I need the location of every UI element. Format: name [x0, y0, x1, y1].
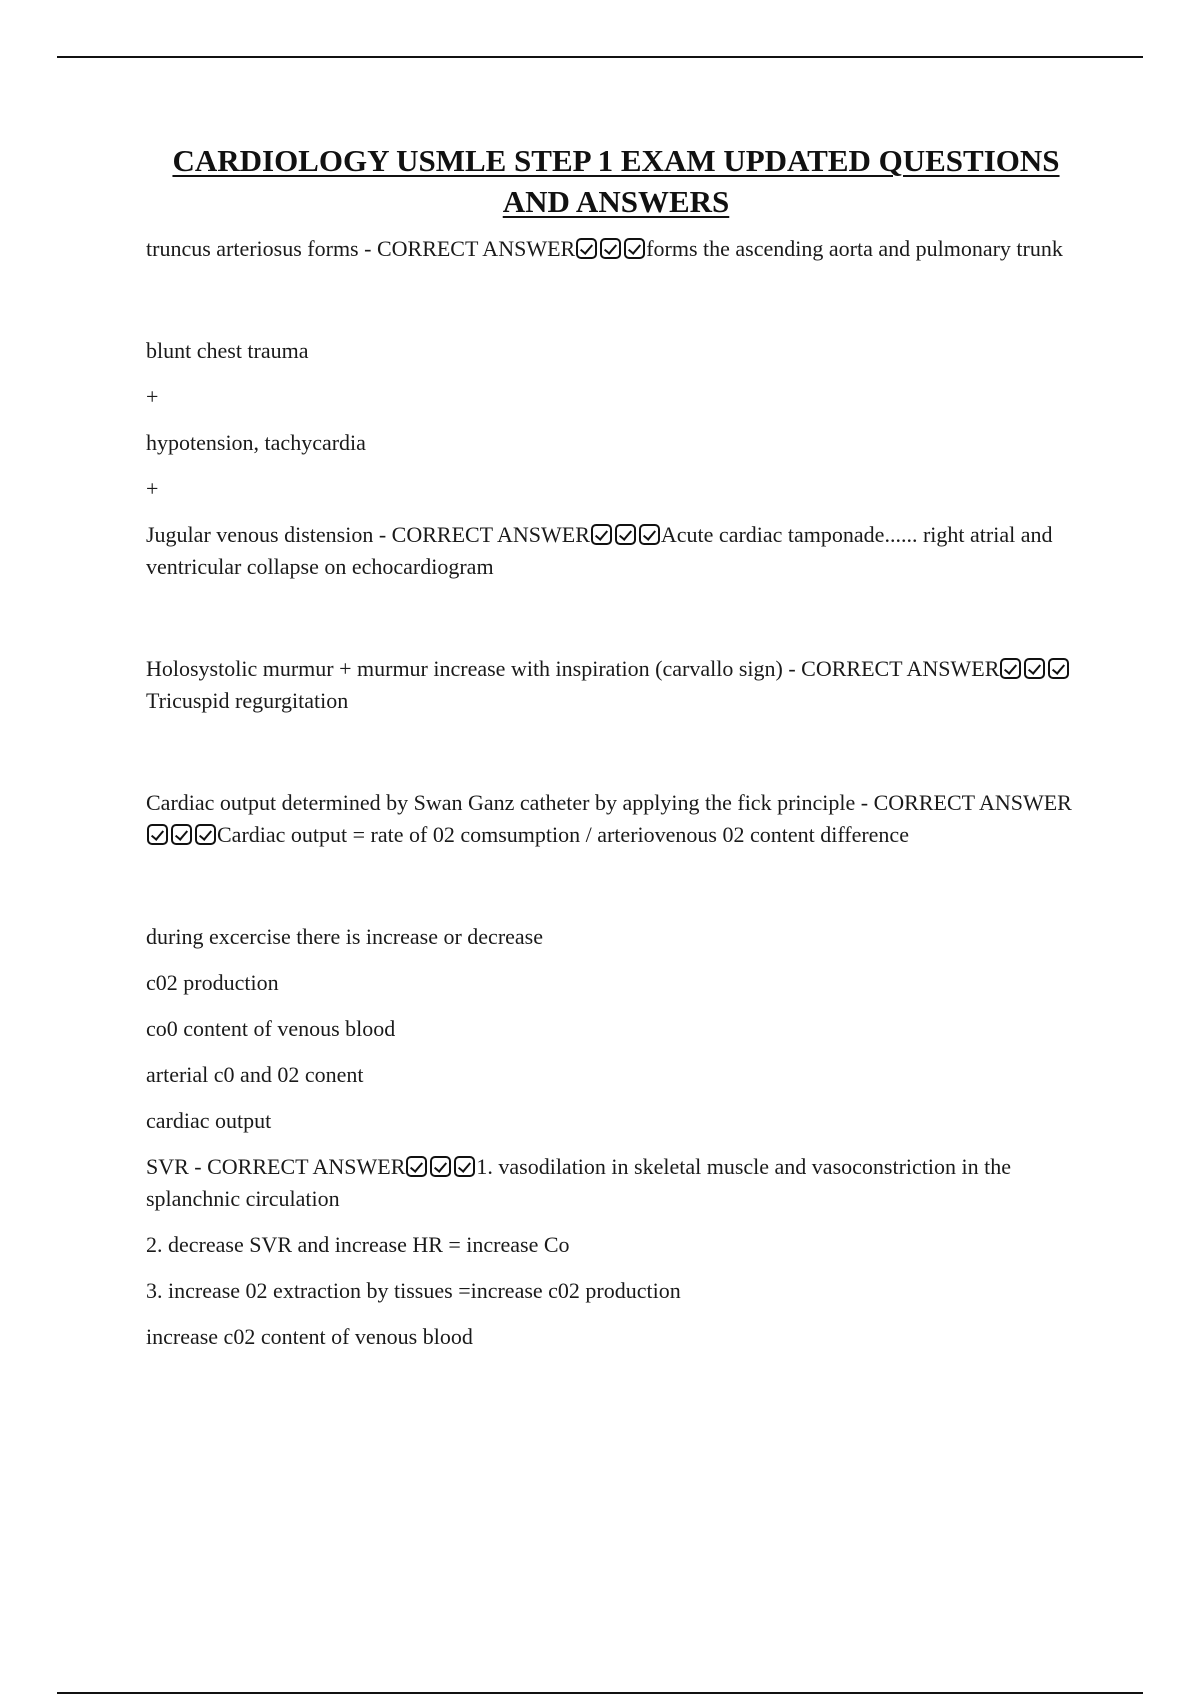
checkbox-checked-icon	[195, 824, 216, 845]
spacer	[146, 865, 1086, 921]
checkbox-checked-icon	[639, 524, 660, 545]
bottom-rule	[57, 1692, 1143, 1694]
checkbox-checked-icon	[454, 1156, 475, 1177]
checkbox-checked-icon	[1048, 658, 1069, 679]
pre-line: +	[146, 476, 159, 501]
checkbox-checked-icon	[600, 238, 621, 259]
pre-line: cardiac output	[146, 1108, 272, 1133]
pre-line: blunt chest trauma	[146, 338, 309, 363]
spacer	[146, 597, 1086, 653]
pre-line: during excercise there is increase or decrease	[146, 924, 543, 949]
question-text: SVR -	[146, 1154, 208, 1179]
answer-label: CORRECT ANSWER	[801, 656, 1000, 681]
pre-line: +	[146, 384, 159, 409]
checkbox-checked-icon	[624, 238, 645, 259]
checkbox-checked-icon	[615, 524, 636, 545]
answer-text: forms the ascending aorta and pulmonary trunk	[646, 236, 1063, 261]
answer-text: Acute cardiac tamponade...... right atrial and ventricular collapse on echocardiogram	[146, 522, 1053, 579]
check-icons	[147, 824, 216, 845]
document-title	[146, 140, 1086, 222]
answer-label: CORRECT ANSWER	[376, 236, 576, 261]
answer-text: 1. vasodilation in skeletal muscle and vasoconstriction in the splanchnic circulation	[146, 1154, 1011, 1211]
question-text: Holosystolic murmur + murmur increase with inspiration (carvallo sign) -	[146, 656, 802, 681]
check-icons	[406, 1156, 475, 1177]
document-page	[146, 140, 1086, 1367]
checkbox-checked-icon	[1024, 658, 1045, 679]
checkbox-checked-icon	[406, 1156, 427, 1177]
pre-line: c02 production	[146, 970, 279, 995]
qa-item-truncus	[146, 233, 1086, 265]
pre-line: arterial c0 and 02 conent	[146, 1062, 364, 1087]
pre-line: hypotension, tachycardia	[146, 430, 366, 455]
answer-text: Cardiac output = rate of 02 comsumption / arteriovenous 02 content difference	[217, 822, 909, 847]
check-icons	[576, 238, 645, 259]
answer-label: CORRECT ANSWER	[873, 790, 1072, 815]
answer-label: CORRECT ANSWER	[207, 1154, 406, 1179]
question-text: Cardiac output determined by Swan Ganz catheter by applying the fick principle -	[146, 790, 874, 815]
pre-line: co0 content of venous blood	[146, 1016, 396, 1041]
checkbox-checked-icon	[591, 524, 612, 545]
top-rule	[57, 56, 1143, 58]
qa-item-jvd	[146, 519, 1086, 583]
check-icons	[1000, 658, 1069, 679]
question-text: Jugular venous distension -	[146, 522, 392, 547]
post-line: 3. increase 02 extraction by tissues =increase c02 production	[146, 1278, 681, 1303]
question-text: truncus arteriosus forms -	[146, 236, 377, 261]
spacer	[146, 279, 1086, 335]
checkbox-checked-icon	[171, 824, 192, 845]
post-line: increase c02 content of venous blood	[146, 1324, 473, 1349]
checkbox-checked-icon	[576, 238, 597, 259]
title-line-2: AND ANSWERS	[502, 184, 730, 219]
checkbox-checked-icon	[147, 824, 168, 845]
spacer	[146, 731, 1086, 787]
qa-item-cardiac-output	[146, 787, 1086, 851]
checkbox-checked-icon	[430, 1156, 451, 1177]
qa-item-svr	[146, 1151, 1086, 1215]
title-line-1: CARDIOLOGY USMLE STEP 1 EXAM UPDATED QUESTIONS	[172, 143, 1060, 178]
answer-label: CORRECT ANSWER	[391, 522, 590, 547]
checkbox-checked-icon	[1000, 658, 1021, 679]
qa-item-holosystolic	[146, 653, 1086, 717]
check-icons	[591, 524, 660, 545]
post-line: 2. decrease SVR and increase HR = increase Co	[146, 1232, 570, 1257]
answer-text: Tricuspid regurgitation	[146, 688, 349, 713]
